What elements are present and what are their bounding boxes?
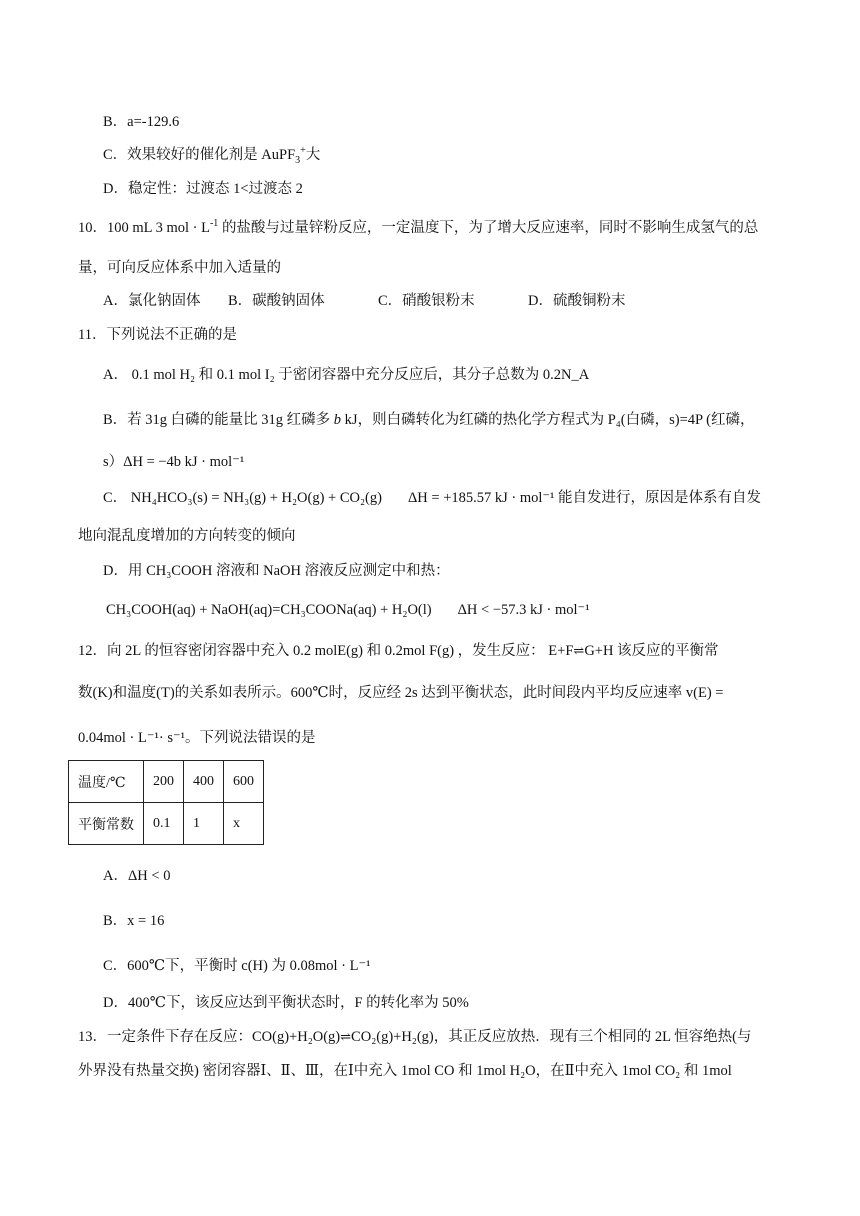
q11-option-b-line2: s）ΔH = −4b kJ · mol⁻¹ bbox=[103, 454, 245, 470]
q11-option-c-line1: C． NH₄HCO₃(s) = NH₃(g) + H₂O(g) + CO₂(g) ΔH = +185.57 kJ · mol⁻¹ 能自发进行，原因是体系有自发 bbox=[103, 490, 762, 506]
q10-option-c: C．硝酸银粉末 bbox=[378, 293, 475, 309]
q11-option-d-line1: D．用 CH₃COOH 溶液和 NaOH 溶液反应测定中和热： bbox=[103, 563, 450, 579]
q12-option-d: D．400℃下，该反应达到平衡状态时，F 的转化率为 50% bbox=[103, 995, 469, 1011]
q9-option-b: B．a=-129.6 bbox=[103, 114, 180, 130]
q12-stem-line2: 数(K)和温度(T)的关系如表所示。600℃时，反应经 2s 达到平衡状态，此时间段内平均反应速率 v(E) = bbox=[78, 685, 724, 701]
table-cell: 200 bbox=[144, 761, 184, 803]
q13-stem-line1: 13．一定条件下存在反应：CO(g)+H₂O(g)⇌CO₂(g)+H₂(g)，其正反应放热．现有三个相同的 2L 恒容绝热(与 bbox=[78, 1029, 752, 1045]
q10-stem-line2: 量，可向反应体系中加入适量的 bbox=[78, 260, 281, 276]
q10-option-b: B．碳酸钠固体 bbox=[228, 293, 325, 309]
equilibrium-arrow-icon: ⇌ bbox=[340, 1029, 352, 1044]
q9-option-c: C．效果较好的催化剂是 AuPF$_3$+大 bbox=[103, 145, 321, 166]
q12-stem-line3: 0.04mol · L⁻¹· s⁻¹。下列说法错误的是 bbox=[78, 730, 316, 746]
q10-option-d: D．硫酸铜粉末 bbox=[528, 293, 626, 309]
q9-option-d: D．稳定性：过渡态 1<过渡态 2 bbox=[103, 181, 303, 197]
equilibrium-arrow-icon: ⇌ bbox=[573, 643, 585, 658]
q11-option-a: A． 0.1 mol H₂ 和 0.1 mol I₂ 于密闭容器中充分反应后，其分子总数为 0.2N_A bbox=[103, 367, 590, 383]
q11-stem: 11．下列说法不正确的是 bbox=[78, 327, 237, 343]
table-cell: 1 bbox=[184, 803, 224, 845]
q12-option-a: A．ΔH < 0 bbox=[103, 868, 171, 884]
q12-option-b: B．x = 16 bbox=[103, 913, 165, 929]
table-cell: 600 bbox=[224, 761, 264, 803]
table-row bbox=[69, 803, 264, 845]
table-cell: 温度/℃ bbox=[69, 761, 144, 803]
q10-option-a: A．氯化钠固体 bbox=[103, 293, 201, 309]
table-cell: 0.1 bbox=[144, 803, 184, 845]
q12-stem-line1: 12．向 2L 的恒容密闭容器中充入 0.2 molE(g) 和 0.2mol F(g) ，发生反应： E+F⇌G+H 该反应的平衡常 bbox=[78, 643, 719, 659]
table-cell: 400 bbox=[184, 761, 224, 803]
q11-option-b-line1: B．若 31g 白磷的能量比 31g 红磷多 b kJ，则白磷转化为红磷的热化学方程式为 P₄(白磷，s)=4P (红磷， bbox=[103, 412, 755, 428]
table-cell: x bbox=[224, 803, 264, 845]
q10-stem-line1: 10．100 mL 3 mol · $L^{-1}$ 的盐酸与过量锌粉反应，一定温度下，为了增大反应速率，同时不影响生成氢气的总 bbox=[78, 218, 759, 236]
table-cell: 平衡常数 bbox=[69, 803, 144, 845]
q11-option-d-equation: CH₃COOH(aq) + NaOH(aq)=CH₃COONa(aq) + H₂O(l) ΔH < −57.3 kJ · mol⁻¹ bbox=[106, 602, 590, 618]
table-row bbox=[69, 761, 264, 803]
q13-stem-line2: 外界没有热量交换) 密闭容器Ⅰ、Ⅱ、Ⅲ，在Ⅰ中充入 1mol CO 和 1mol H₂O，在Ⅱ中充入 1mol CO₂ 和 1mol bbox=[78, 1063, 732, 1079]
q11-option-c-line2: 地向混乱度增加的方向转变的倾向 bbox=[78, 528, 296, 544]
q12-option-c: C．600℃下，平衡时 c(H) 为 0.08mol · L⁻¹ bbox=[103, 958, 371, 974]
equilibrium-constant-table bbox=[68, 760, 264, 845]
